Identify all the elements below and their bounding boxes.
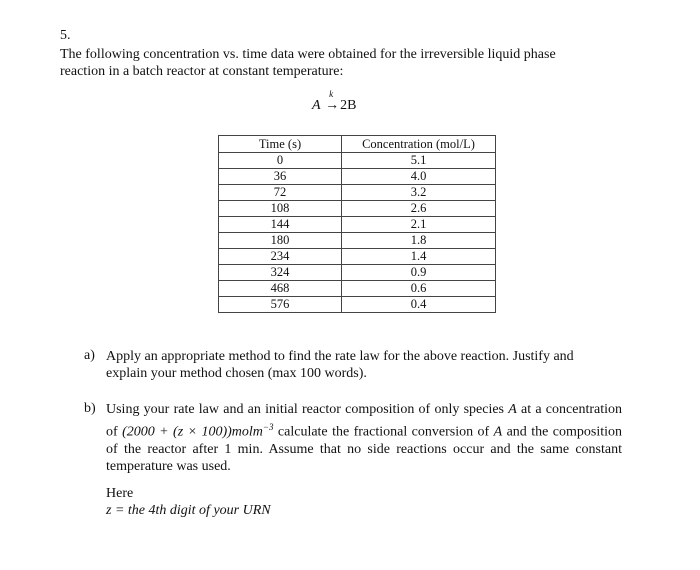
conc-cell: 5.1	[342, 153, 496, 169]
table-row	[219, 169, 496, 185]
table-row	[219, 201, 496, 217]
note-z-definition: z = the 4th digit of your URN	[106, 503, 271, 518]
time-cell: 72	[219, 185, 342, 201]
time-cell: 234	[219, 249, 342, 265]
reaction-equation	[312, 89, 357, 114]
conc-cell: 2.6	[342, 201, 496, 217]
header-concentration: Concentration (mol/L)	[342, 136, 496, 153]
note-here: Here	[106, 486, 134, 501]
time-cell: 324	[219, 265, 342, 281]
conc-cell: 0.9	[342, 265, 496, 281]
intro-line-1: The following concentration vs. time data were obtained for the irreversible liquid phase	[60, 47, 556, 62]
table-row	[219, 281, 496, 297]
conc-cell: 4.0	[342, 169, 496, 185]
part-b-text-1: Using your rate law and an initial reactor composition of only species	[106, 402, 509, 417]
header-time: Time (s)	[219, 136, 342, 153]
rate-constant: k	[329, 89, 334, 99]
time-cell: 0	[219, 153, 342, 169]
part-a-line-2: explain your method chosen (max 100 words).	[106, 366, 367, 381]
table-row	[219, 249, 496, 265]
part-b-text	[106, 401, 622, 476]
table-row	[219, 185, 496, 201]
time-cell: 108	[219, 201, 342, 217]
table-row	[219, 233, 496, 249]
species-a: A	[508, 402, 517, 417]
table-row	[219, 217, 496, 233]
concentration-exponent: −3	[262, 421, 274, 432]
time-cell: 576	[219, 297, 342, 313]
reaction-arrow: k →	[325, 89, 340, 113]
question-number: 5.	[60, 28, 71, 43]
conc-cell: 0.4	[342, 297, 496, 313]
time-cell: 36	[219, 169, 342, 185]
conc-cell: 3.2	[342, 185, 496, 201]
conc-cell: 0.6	[342, 281, 496, 297]
conc-cell: 1.8	[342, 233, 496, 249]
concentration-expression: (2000 + (z × 100))molm	[122, 424, 263, 440]
reactant: A	[312, 98, 321, 113]
conc-cell: 2.1	[342, 217, 496, 233]
part-b-text-3: calculate the fractional conversion of	[273, 424, 494, 440]
data-table	[218, 135, 496, 313]
conc-cell: 1.4	[342, 249, 496, 265]
part-a-label: a)	[84, 348, 95, 363]
table-header-row	[219, 136, 496, 153]
part-b-text-4: and the composition of the reactor after 1 min. Assume that no side reactions occur and the same constant temperature was used.	[106, 424, 622, 475]
part-b-text-2: at a concentration of	[106, 402, 622, 440]
table-row	[219, 297, 496, 313]
time-cell: 144	[219, 217, 342, 233]
time-cell: 468	[219, 281, 342, 297]
intro-line-2: reaction in a batch reactor at constant temperature:	[60, 64, 344, 79]
table-row	[219, 265, 496, 281]
table-row	[219, 153, 496, 169]
part-a-text	[106, 348, 626, 382]
part-a-line-1: Apply an appropriate method to find the rate law for the above reaction. Justify and	[106, 349, 574, 364]
part-b-label: b)	[84, 401, 96, 416]
time-cell: 180	[219, 233, 342, 249]
question-intro	[60, 46, 660, 80]
species-a-2: A	[493, 424, 503, 440]
product: 2B	[340, 98, 357, 113]
